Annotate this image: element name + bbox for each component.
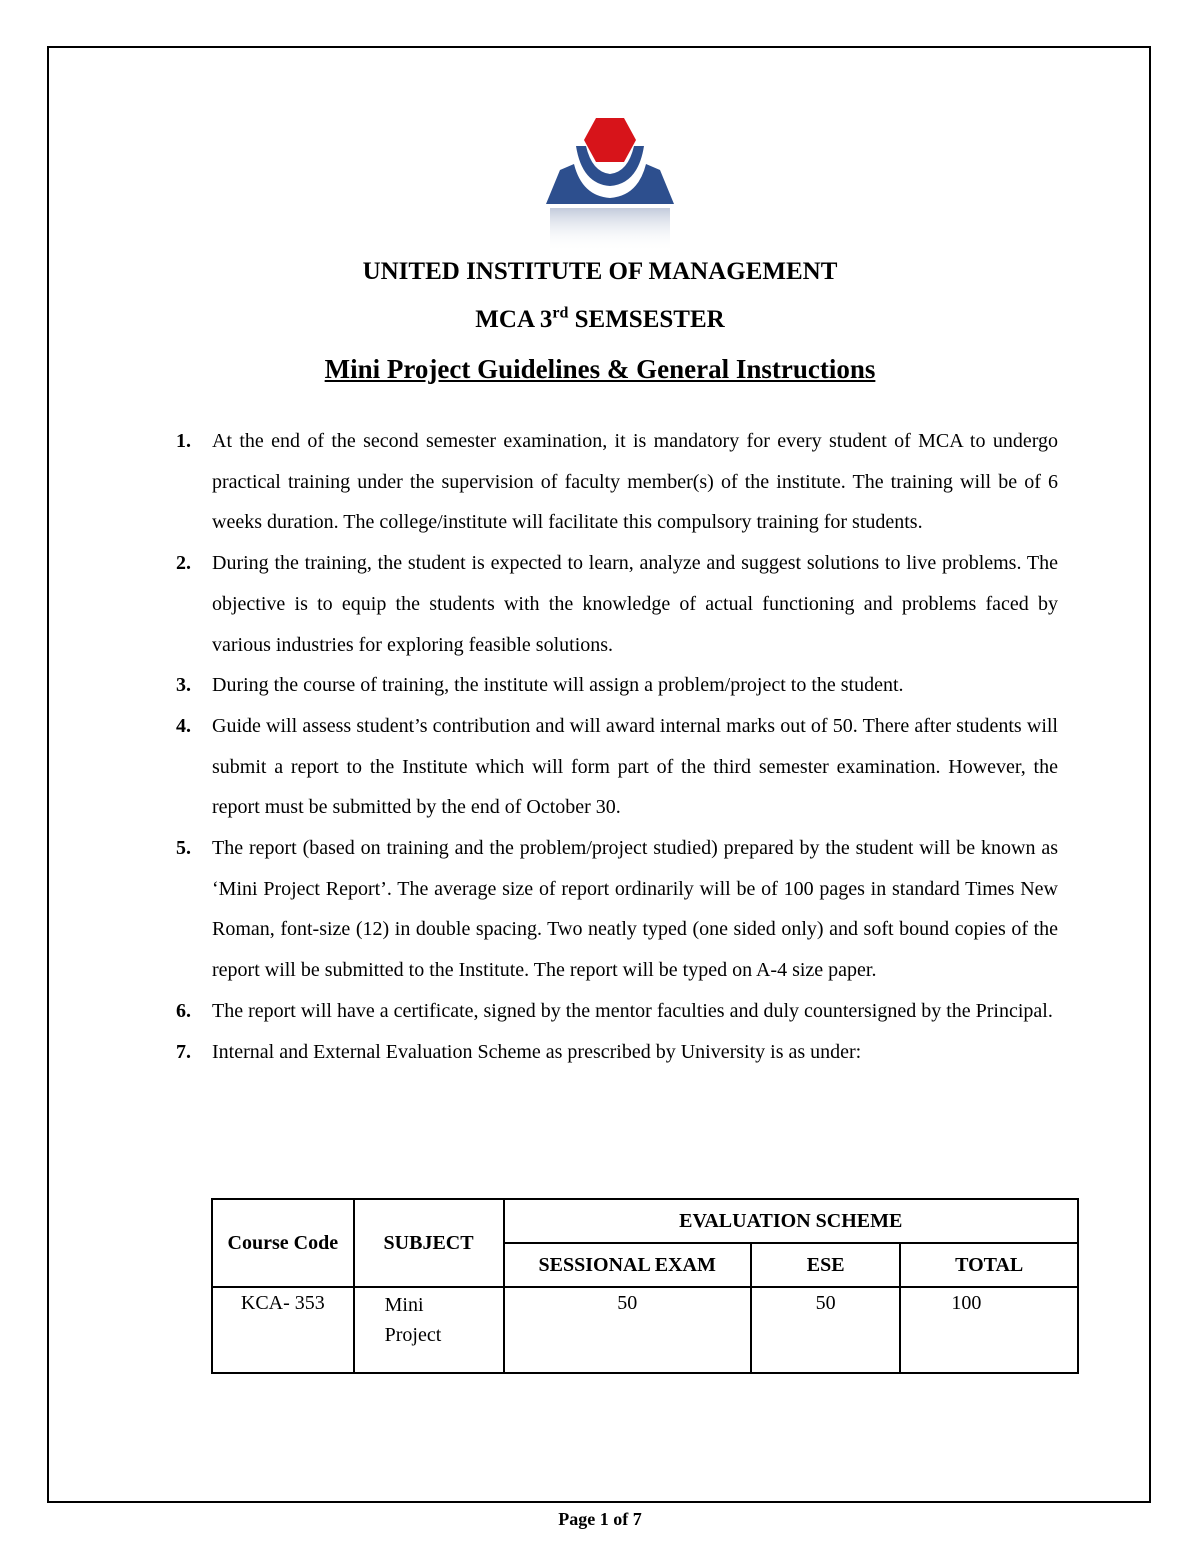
logo-reflection [550, 208, 670, 252]
table-row [212, 1287, 1078, 1373]
list-item: 1. At the end of the second semester examination, it is mandatory for every student of MCA to undergo practical training under the supervision of faculty member(s) of the institute. The training will be of 6 weeks duration. The college/institute will facilitate this compulsory training for students. [176, 430, 1058, 534]
subject-cell: Mini Project [354, 1287, 504, 1373]
subject-header: SUBJECT [354, 1199, 504, 1287]
course-code-header: Course Code [212, 1199, 354, 1287]
instructions-list [170, 421, 1058, 1072]
institute-name: UNITED INSTITUTE OF MANAGEMENT [362, 258, 838, 285]
ese-header: ESE [751, 1243, 901, 1287]
evaluation-scheme-header: EVALUATION SCHEME [504, 1199, 1079, 1243]
list-item: 5. The report (based on training and the problem/project studied) prepared by the student will be known as ‘Mini Project Report’. The average size of report ordinarily will be of 100 pages in standard Times New Roman, font-size (12) in double spacing. Two neatly typed (one sided only) and soft bound copies of the report will be submitted to the Institute. The report will be typed on A-4 size paper. [176, 837, 1058, 982]
list-item: 6. The report will have a certificate, signed by the mentor faculties and duly countersigned by the Principal. [176, 999, 1053, 1022]
page-number: Page 1 of 7 [558, 1509, 642, 1529]
list-item: 2. During the training, the student is expected to learn, analyze and suggest solutions to live problems. The objective is to equip the students with the knowledge of actual functioning and problems faced by various industries for exploring feasible solutions. [176, 552, 1058, 656]
list-item: 7. Internal and External Evaluation Scheme as prescribed by University is as under: [176, 1040, 862, 1063]
sessional-exam-header: SESSIONAL EXAM [504, 1243, 751, 1287]
ese-cell: 50 [751, 1287, 901, 1373]
logo-red-hexagon [584, 118, 636, 162]
total-header: TOTAL [900, 1243, 1078, 1287]
document-title: Mini Project Guidelines & General Instructions [324, 354, 876, 384]
total-cell: 100 [900, 1287, 1078, 1373]
list-item: 4. Guide will assess student’s contribution and will award internal marks out of 50. There after students will submit a report to the Institute which will form part of the third semester examination. However, the report must be submitted by the end of October 30. [176, 714, 1058, 819]
sessional-cell: 50 [504, 1287, 751, 1373]
semester-title: MCA 3rd SEMSESTER [475, 304, 725, 333]
course-code-cell: KCA- 353 [212, 1287, 354, 1373]
list-item: 3. During the course of training, the institute will assign a problem/project to the student. [176, 674, 904, 697]
institute-logo [540, 112, 680, 262]
evaluation-table [211, 1198, 1079, 1374]
